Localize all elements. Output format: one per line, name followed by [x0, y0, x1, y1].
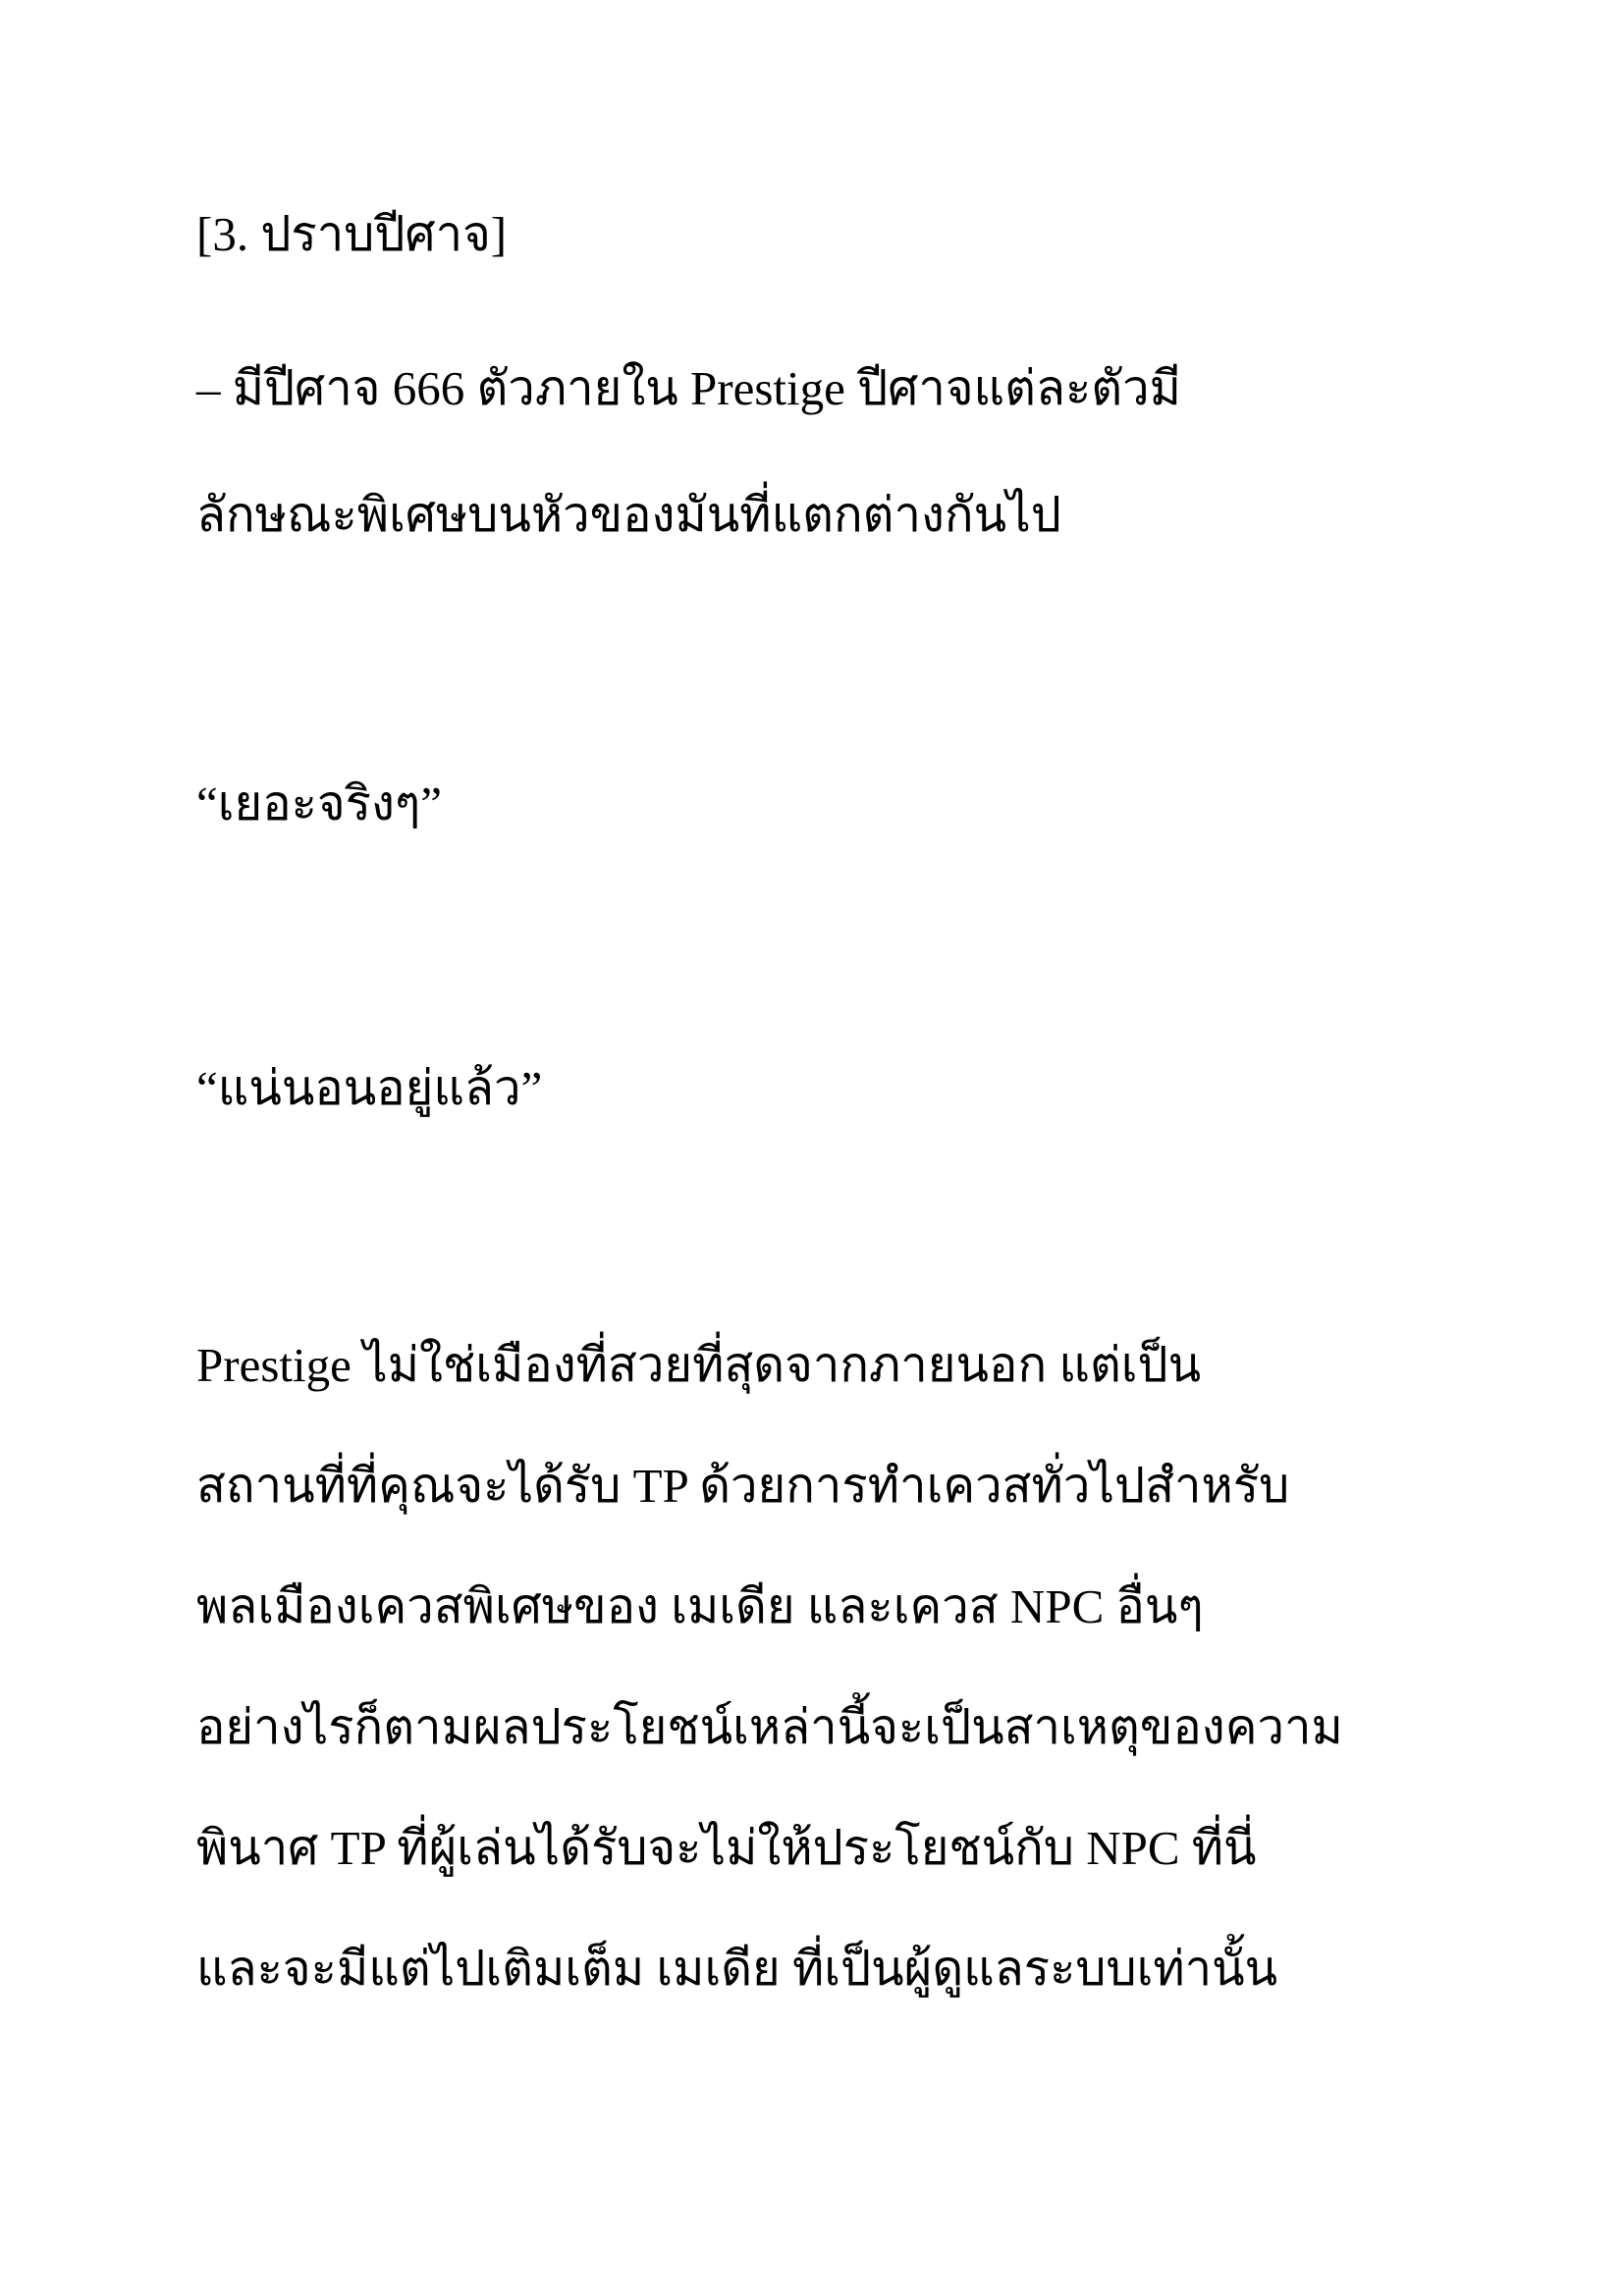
- dialogue-line-1: “เยอะจริงๆ”: [196, 776, 442, 830]
- section-heading: [3. ปราบปีศาจ]: [196, 207, 508, 261]
- paragraph-2-line-5: พินาศ TP ที่ผู้เล่นได้รับจะไม่ให้ประโยชน์กับ NPC ที่นี่: [196, 1821, 1257, 1875]
- paragraph-2-line-3: พลเมืองเควสพิเศษของ เมเดีย และเควส NPC อื่นๆ: [196, 1579, 1204, 1633]
- paragraph-2-line-1: Prestige ไม่ใช่เมืองที่สวยที่สุดจากภายนอก แต่เป็น: [196, 1338, 1202, 1392]
- paragraph-2-line-6: และจะมีแต่ไปเติมเต็ม เมเดีย ที่เป็นผู้ดูแลระบบเท่านั้น: [196, 1942, 1278, 1996]
- paragraph-1-line-2: ลักษณะพิเศษบนหัวของมันที่แตกต่างกันไป: [196, 488, 1061, 542]
- paragraph-1-line-1: – มีปีศาจ 666 ตัวภายใน Prestige ปีศาจแต่ละตัวมี: [196, 361, 1181, 415]
- paragraph-2-line-4: อย่างไรก็ตามผลประโยชน์เหล่านี้จะเป็นสาเหตุของความ: [196, 1700, 1343, 1754]
- dialogue-line-2: “แน่นอนอยู่แล้ว”: [196, 1061, 543, 1115]
- paragraph-2-line-2: สถานที่ที่คุณจะได้รับ TP ด้วยการทำเควสทั่วไปสำหรับ: [196, 1459, 1290, 1513]
